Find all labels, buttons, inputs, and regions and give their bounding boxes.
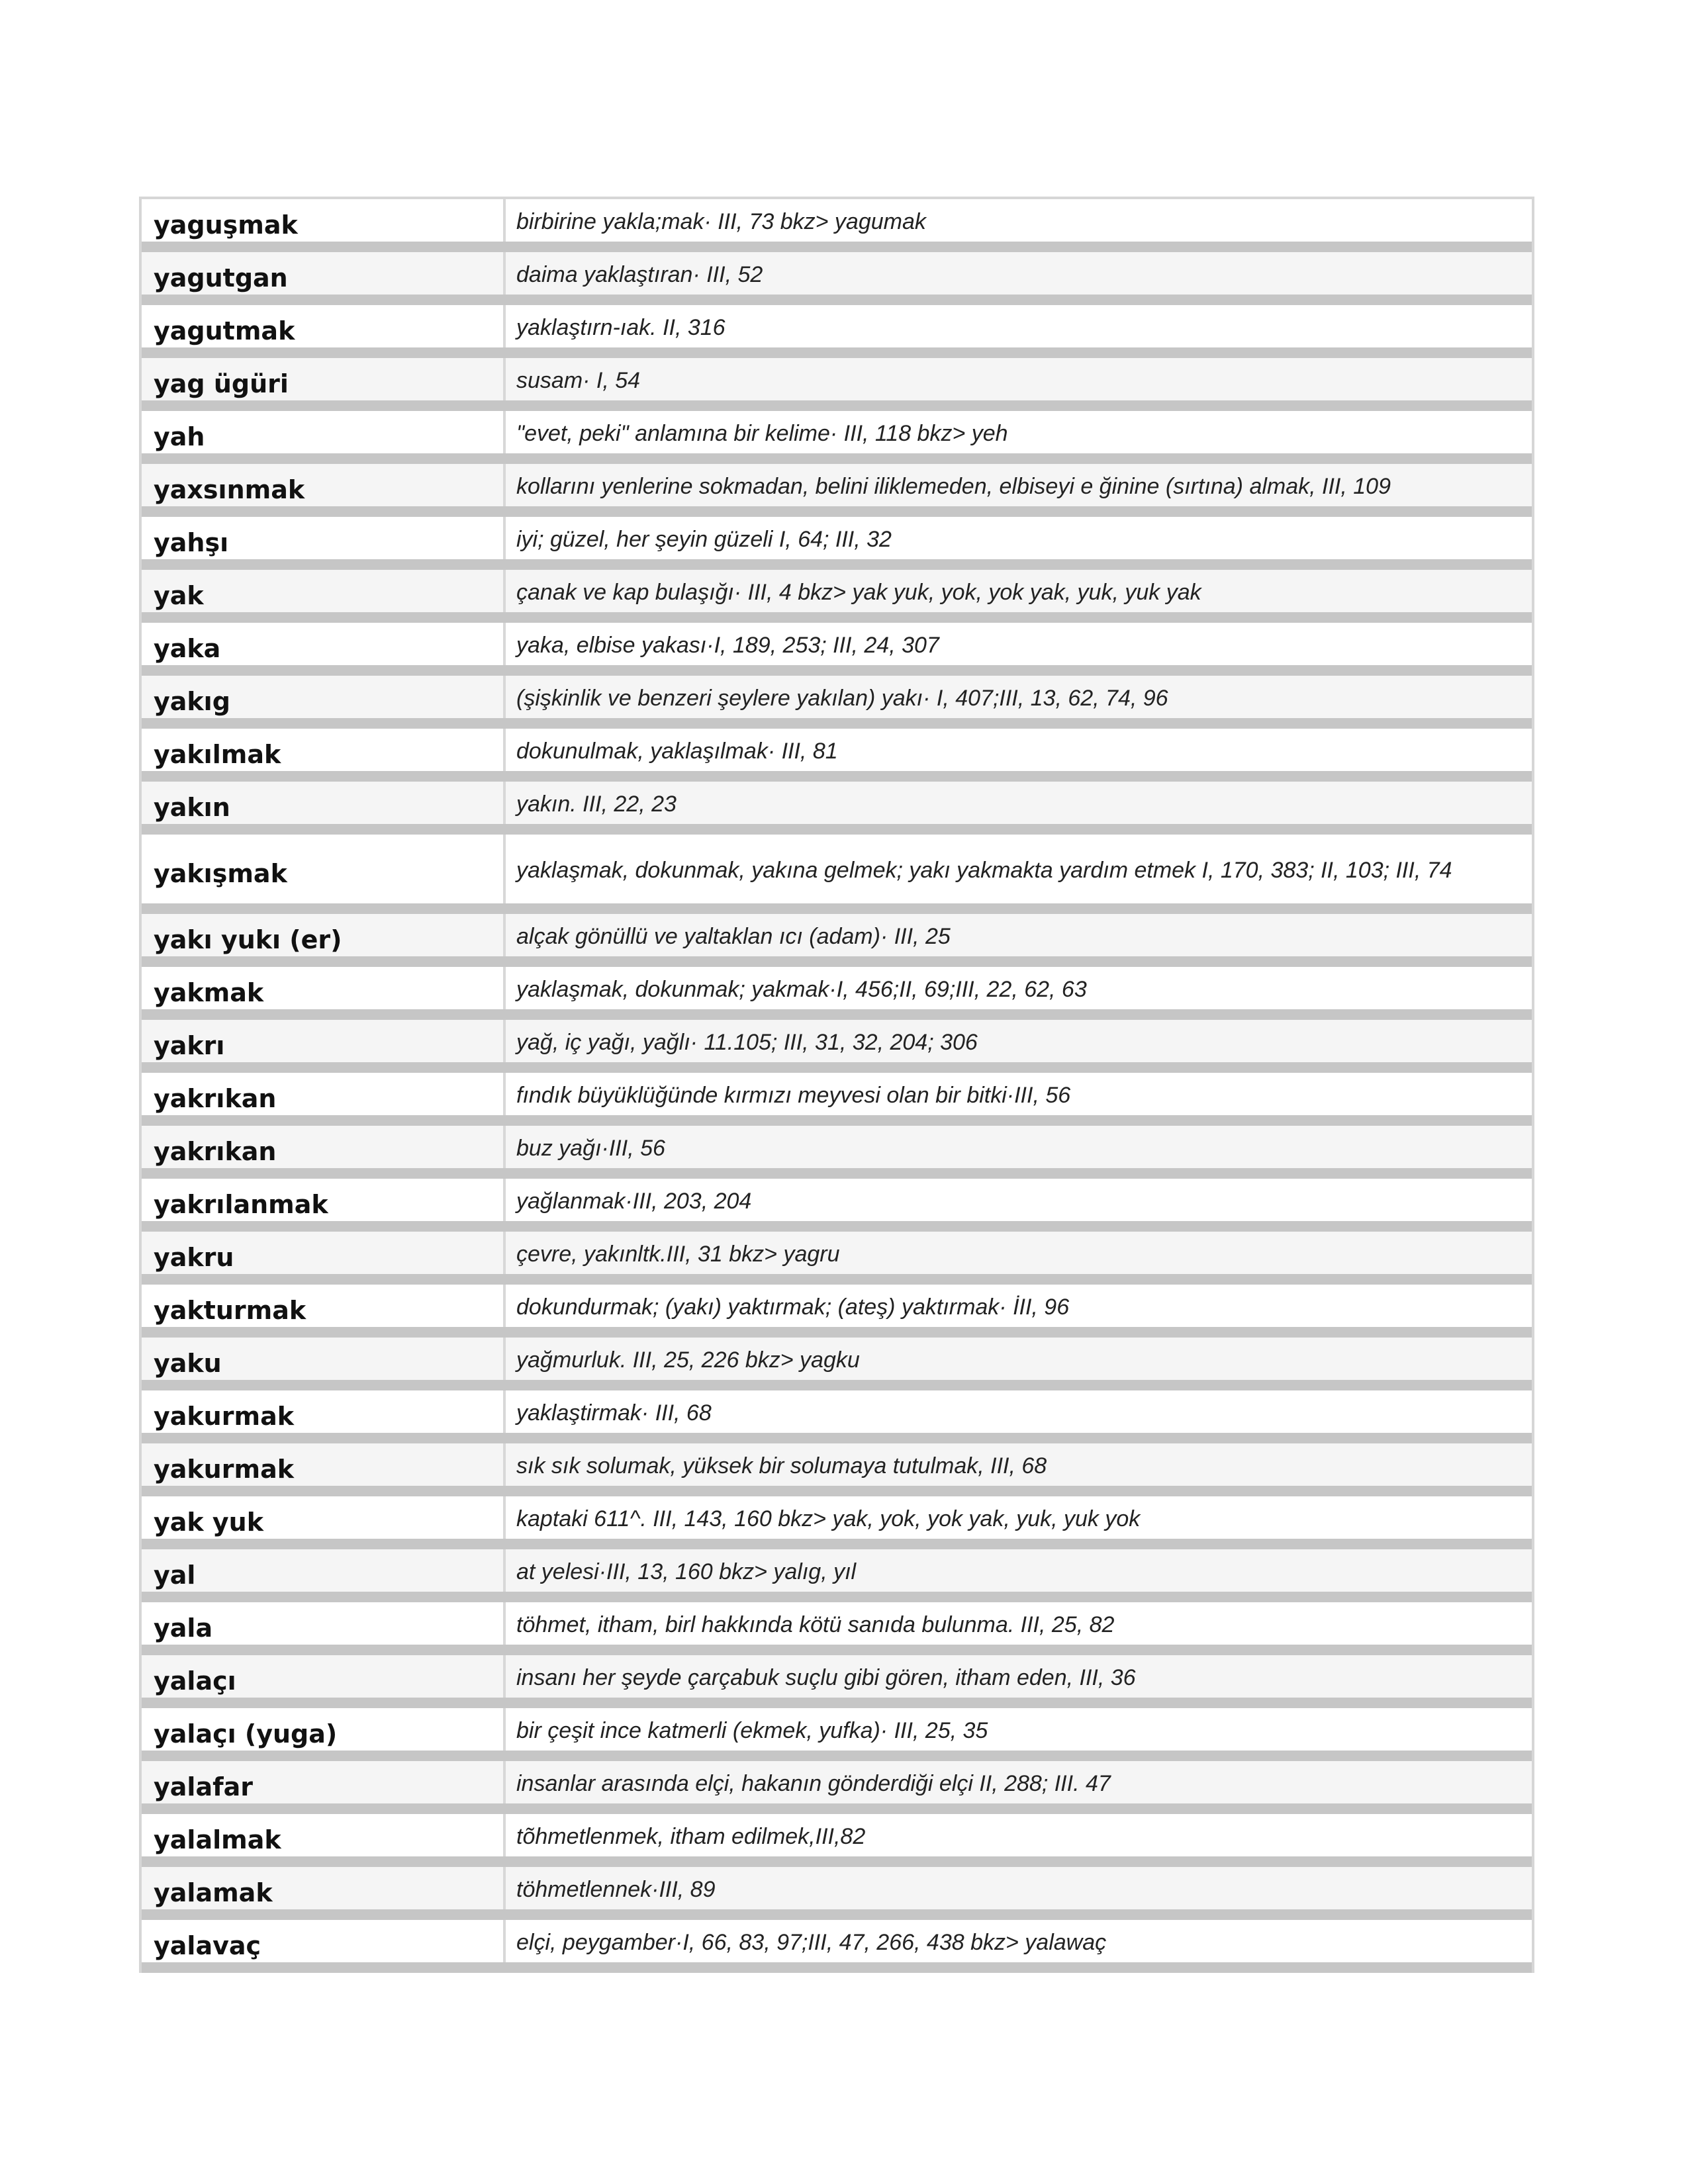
table-row	[142, 517, 1532, 570]
table-row	[142, 1761, 1532, 1814]
table-row	[142, 1179, 1532, 1232]
entry-definition: yaklaştırn-ıak. II, 316	[506, 305, 1532, 347]
entry-term: yakurmak	[142, 1390, 506, 1433]
entry-term: yakturmak	[142, 1285, 506, 1327]
entry-definition: yaka, elbise yakası·I, 189, 253; III, 24, 307	[506, 623, 1532, 665]
entry-term: yak yuk	[142, 1496, 506, 1539]
entry-definition: buz yağı·III, 56	[506, 1126, 1532, 1168]
entry-definition: yaklaştirmak· III, 68	[506, 1390, 1532, 1433]
entry-definition: yaklaşmak, dokunmak, yakına gelmek; yakı yakmakta yardım etmek I, 170, 383; II, 103; III, 74	[506, 835, 1532, 903]
entry-term: yag ügüri	[142, 358, 506, 400]
table-row	[142, 1867, 1532, 1920]
entry-definition: alçak gönüllü ve yaltaklan ıcı (adam)· III, 25	[506, 914, 1532, 956]
entry-definition: yaklaşmak, dokunmak; yakmak·I, 456;II, 69;III, 22, 62, 63	[506, 967, 1532, 1009]
table-row	[142, 729, 1532, 782]
table-row	[142, 1073, 1532, 1126]
table-row	[142, 914, 1532, 967]
table-row	[142, 835, 1532, 914]
table-row	[142, 199, 1532, 252]
entry-definition: töhmetlennek·III, 89	[506, 1867, 1532, 1909]
entry-term: yaku	[142, 1338, 506, 1380]
table-row	[142, 1020, 1532, 1073]
entry-definition: töhmet, itham, birl hakkında kötü sanıda bulunma. III, 25, 82	[506, 1602, 1532, 1645]
entry-definition: tõhmetlenmek, itham edilmek,III,82	[506, 1814, 1532, 1856]
table-row	[142, 252, 1532, 305]
table-row	[142, 1549, 1532, 1602]
entry-term: yakmak	[142, 967, 506, 1009]
entry-definition: bir çeşit ince katmerli (ekmek, yufka)· III, 25, 35	[506, 1708, 1532, 1751]
entry-term: yakrıkan	[142, 1126, 506, 1168]
entry-term: yagutmak	[142, 305, 506, 347]
table-row	[142, 1602, 1532, 1655]
table-row	[142, 1338, 1532, 1390]
entry-term: yalalmak	[142, 1814, 506, 1856]
table-row	[142, 1496, 1532, 1549]
table-row	[142, 1285, 1532, 1338]
entry-definition: at yelesi·III, 13, 160 bkz> yalıg, yıl	[506, 1549, 1532, 1592]
entry-definition: insanı her şeyde çarçabuk suçlu gibi gören, itham eden, III, 36	[506, 1655, 1532, 1698]
entry-definition: insanlar arasında elçi, hakanın gönderdiği elçi II, 288; III. 47	[506, 1761, 1532, 1803]
entry-term: yal	[142, 1549, 506, 1592]
entry-term: yakrı	[142, 1020, 506, 1062]
dictionary-table	[139, 197, 1534, 1973]
entry-definition: daima yaklaştıran· III, 52	[506, 252, 1532, 295]
entry-term: yak	[142, 570, 506, 612]
entry-term: yakru	[142, 1232, 506, 1274]
entry-term: yalafar	[142, 1761, 506, 1803]
table-row	[142, 1126, 1532, 1179]
entry-term: yakı yukı (er)	[142, 914, 506, 956]
entry-definition: yağ, iç yağı, yağlı· 11.105; III, 31, 32, 204; 306	[506, 1020, 1532, 1062]
entry-definition: "evet, peki" anlamına bir kelime· III, 118 bkz> yeh	[506, 411, 1532, 453]
entry-definition: çanak ve kap bulaşığı· III, 4 bkz> yak yuk, yok, yok yak, yuk, yuk yak	[506, 570, 1532, 612]
table-row	[142, 358, 1532, 411]
entry-definition: yağmurluk. III, 25, 226 bkz> yagku	[506, 1338, 1532, 1380]
entry-term: yala	[142, 1602, 506, 1645]
table-row	[142, 782, 1532, 835]
table-row	[142, 464, 1532, 517]
entry-definition: elçi, peygamber·I, 66, 83, 97;III, 47, 266, 438 bkz> yalawaç	[506, 1920, 1532, 1962]
table-row	[142, 411, 1532, 464]
entry-definition: (şişkinlik ve benzeri şeylere yakılan) yakı· I, 407;III, 13, 62, 74, 96	[506, 676, 1532, 718]
table-row	[142, 967, 1532, 1020]
entry-term: yaxsınmak	[142, 464, 506, 506]
entry-term: yakılmak	[142, 729, 506, 771]
table-row	[142, 623, 1532, 676]
table-row	[142, 1443, 1532, 1496]
entry-term: yagutgan	[142, 252, 506, 295]
table-row	[142, 305, 1532, 358]
entry-term: yakın	[142, 782, 506, 824]
entry-term: yaka	[142, 623, 506, 665]
entry-term: yalamak	[142, 1867, 506, 1909]
entry-term: yalavaç	[142, 1920, 506, 1962]
entry-term: yalaçı	[142, 1655, 506, 1698]
entry-term: yakrıkan	[142, 1073, 506, 1115]
entry-term: yakışmak	[142, 835, 506, 903]
entry-definition: fındık büyüklüğünde kırmızı meyvesi olan bir bitki·III, 56	[506, 1073, 1532, 1115]
table-row	[142, 570, 1532, 623]
entry-definition: dokundurmak; (yakı) yaktırmak; (ateş) yaktırmak· İII, 96	[506, 1285, 1532, 1327]
entry-term: yakurmak	[142, 1443, 506, 1486]
entry-definition: çevre, yakınltk.III, 31 bkz> yagru	[506, 1232, 1532, 1274]
entry-term: yaguşmak	[142, 199, 506, 242]
table-row	[142, 676, 1532, 729]
table-row	[142, 1708, 1532, 1761]
entry-term: yakrılanmak	[142, 1179, 506, 1221]
entry-term: yakıg	[142, 676, 506, 718]
entry-definition: dokunulmak, yaklaşılmak· III, 81	[506, 729, 1532, 771]
entry-definition: yağlanmak·III, 203, 204	[506, 1179, 1532, 1221]
table-row	[142, 1655, 1532, 1708]
entry-definition: kaptaki 611^. III, 143, 160 bkz> yak, yok, yok yak, yuk, yuk yok	[506, 1496, 1532, 1539]
entry-term: yah	[142, 411, 506, 453]
table-row	[142, 1232, 1532, 1285]
table-row	[142, 1920, 1532, 1973]
entry-definition: iyi; güzel, her şeyin güzeli I, 64; III, 32	[506, 517, 1532, 559]
entry-definition: susam· I, 54	[506, 358, 1532, 400]
entry-definition: birbirine yakla;mak· III, 73 bkz> yagumak	[506, 199, 1532, 242]
entry-definition: kollarını yenlerine sokmadan, belini iliklemeden, elbiseyi e ğinine (sırtına) almak, III, 109	[506, 464, 1532, 506]
entry-definition: sık sık solumak, yüksek bir solumaya tutulmak, III, 68	[506, 1443, 1532, 1486]
entry-term: yahşı	[142, 517, 506, 559]
entry-definition: yakın. III, 22, 23	[506, 782, 1532, 824]
table-row	[142, 1814, 1532, 1867]
entry-term: yalaçı (yuga)	[142, 1708, 506, 1751]
table-row	[142, 1390, 1532, 1443]
